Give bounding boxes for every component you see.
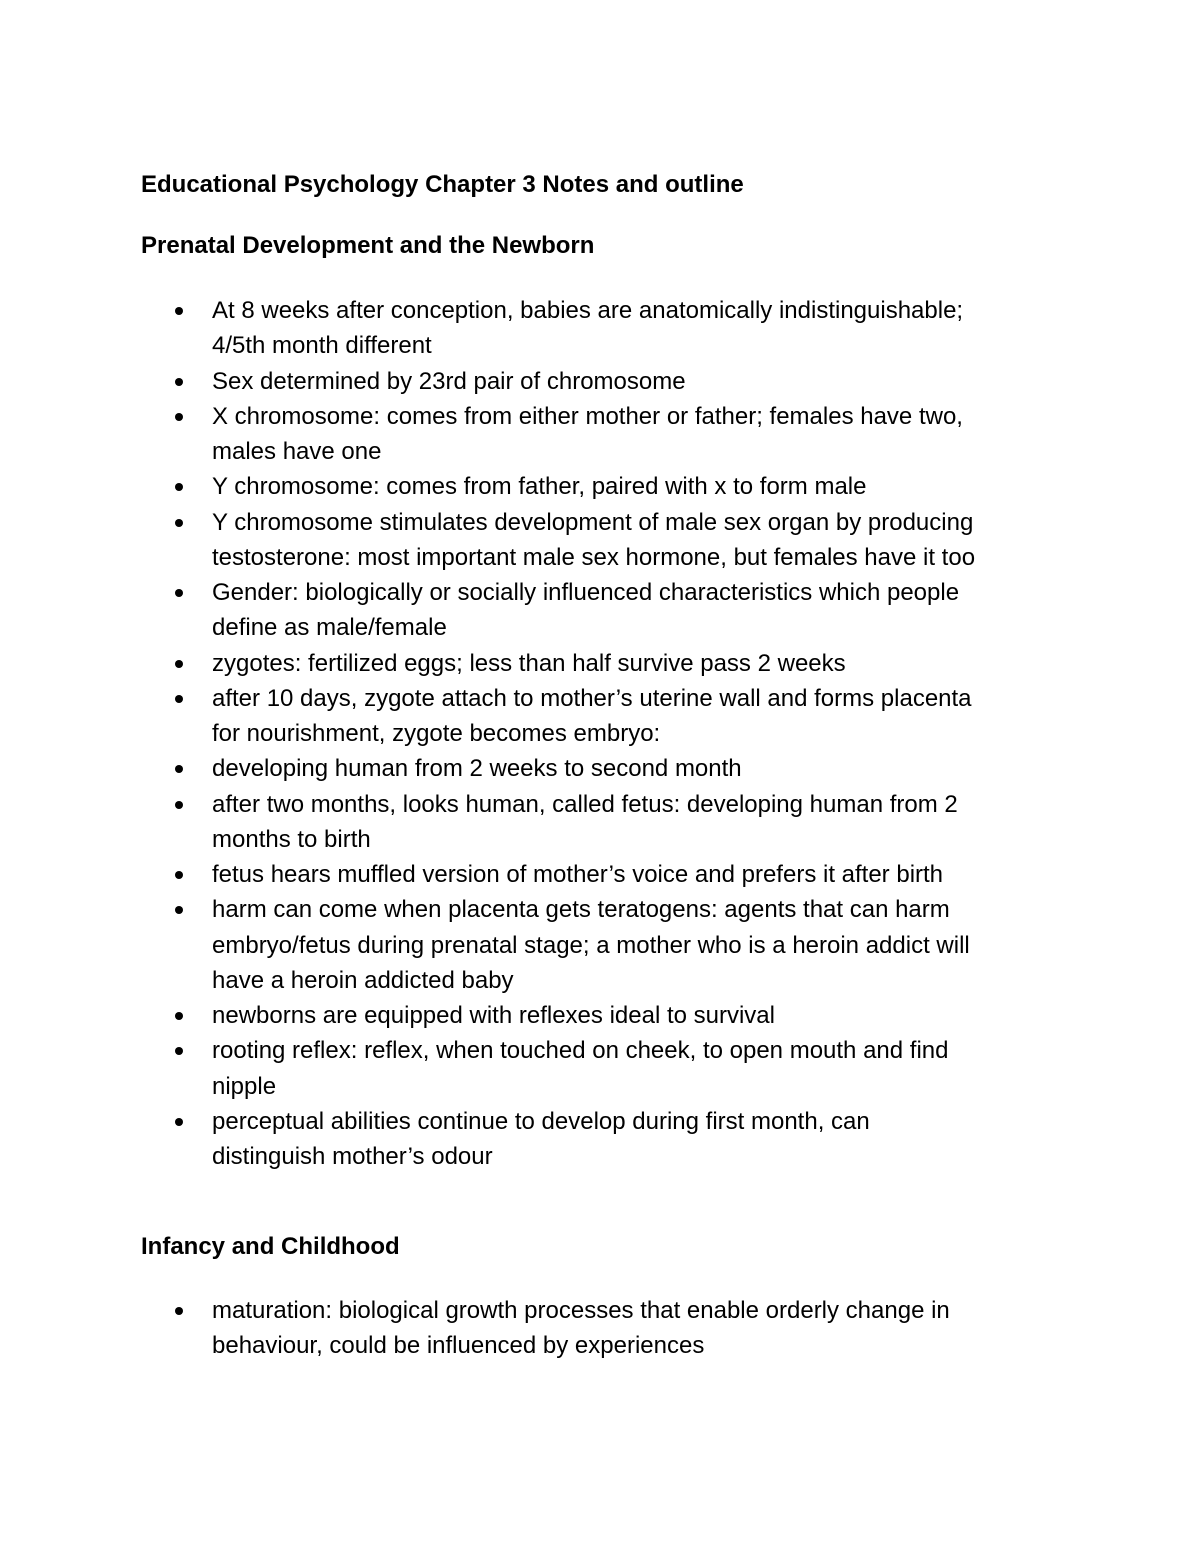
- list-item-text: zygotes: fertilized eggs; less than half survive pass 2 weeks: [212, 649, 846, 677]
- list-item-text: At 8 weeks after conception, babies are anatomically indistinguishable; 4/5th month different: [212, 297, 964, 360]
- list-item-text: developing human from 2 weeks to second month: [212, 755, 742, 783]
- list-item-text: X chromosome: comes from either mother or father; females have two, males have one: [212, 402, 963, 465]
- list-item: [0, 399, 1072, 470]
- bullet-icon: [175, 871, 183, 879]
- document-title: Educational Psychology Chapter 3 Notes and outline: [141, 171, 744, 198]
- list-item: [0, 505, 1072, 576]
- list-item-text: Y chromosome: comes from father, paired with x to form male: [212, 473, 867, 501]
- list-item-text: newborns are equipped with reflexes ideal to survival: [212, 1002, 775, 1029]
- bullet-icon: [175, 378, 183, 386]
- list-item-text: Gender: biologically or socially influenced characteristics which people define as male/female: [212, 579, 960, 642]
- list-item: [0, 293, 1072, 364]
- bullet-icon: [175, 1047, 183, 1055]
- list-item: [0, 1293, 1072, 1364]
- list-item: [0, 1033, 1072, 1104]
- bullet-icon: [175, 483, 183, 491]
- list-item: [0, 857, 1072, 892]
- list-item: [0, 998, 1072, 1033]
- section-heading-prenatal: Prenatal Development and the Newborn: [141, 232, 595, 259]
- list-item-text: perceptual abilities continue to develop during first month, can distinguish mother’s odour: [212, 1107, 870, 1170]
- prenatal-bullet-list: [0, 293, 1072, 1174]
- bullet-icon: [175, 765, 183, 773]
- list-item: [0, 646, 1072, 681]
- infancy-bullet-list: [0, 1293, 1072, 1364]
- bullet-icon: [175, 695, 183, 703]
- bullet-icon: [175, 1118, 183, 1126]
- list-item-text: maturation: biological growth processes that enable orderly change in behaviour, could be influenced by experiences: [212, 1297, 950, 1360]
- bullet-icon: [175, 1307, 183, 1315]
- bullet-icon: [175, 906, 183, 914]
- bullet-icon: [175, 519, 183, 527]
- bullet-icon: [175, 413, 183, 421]
- list-item: [0, 892, 1072, 998]
- bullet-icon: [175, 801, 183, 809]
- bullet-icon: [175, 589, 183, 597]
- list-item: [0, 681, 1072, 752]
- list-item-text: Sex determined by 23rd pair of chromosome: [212, 367, 686, 395]
- list-item-text: Y chromosome stimulates development of male sex organ by producing testosterone: most important male sex hormone, but females have it too: [212, 508, 976, 571]
- list-item: [0, 575, 1072, 646]
- list-item: [0, 364, 1072, 399]
- list-item: [0, 469, 1072, 504]
- bullet-icon: [175, 307, 183, 315]
- list-item-text: fetus hears muffled version of mother’s voice and prefers it after birth: [212, 861, 944, 888]
- list-item-text: harm can come when placenta gets teratogens: agents that can harm embryo/fetus during prenatal stage; a mother who is a heroin addict will have a heroin addicted baby: [212, 896, 970, 994]
- section-heading-infancy: Infancy and Childhood: [141, 1233, 400, 1260]
- list-item: [0, 751, 1072, 786]
- list-item: [0, 787, 1072, 858]
- list-item: [0, 1104, 1072, 1175]
- list-item-text: after two months, looks human, called fetus: developing human from 2 months to birth: [212, 790, 958, 853]
- list-item-text: after 10 days, zygote attach to mother’s uterine wall and forms placenta for nourishment, zygote becomes embryo:: [212, 684, 972, 747]
- bullet-icon: [175, 660, 183, 668]
- bullet-icon: [175, 1012, 183, 1020]
- list-item-text: rooting reflex: reflex, when touched on cheek, to open mouth and find nipple: [212, 1037, 949, 1100]
